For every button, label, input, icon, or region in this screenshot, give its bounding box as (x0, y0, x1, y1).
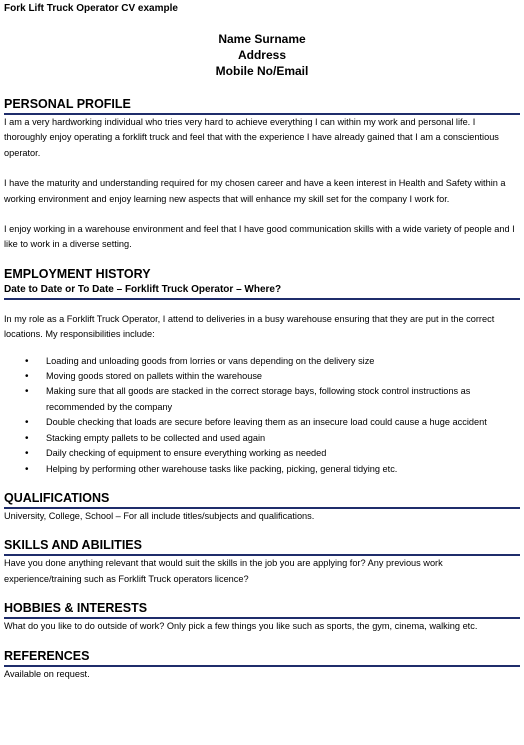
bullet-icon: • (25, 417, 29, 429)
profile-paragraph-1: I am a very hardworking individual who tries very hard to achieve everything I can within my work and personal life. I thoroughly enjoy operating a forklift truck and feel that with the experience I have already gained that I am a conscientious operator. (4, 117, 499, 158)
section-personal-profile (4, 97, 520, 253)
list-item: • Helping by performing other warehouse tasks like packing, picking, general tidying etc. (4, 462, 520, 477)
bullet-icon: • (25, 432, 29, 444)
profile-paragraph-2: I have the maturity and understanding required for my chosen career and have a keen interest in Health and Safety within a working environment and enjoy learning new aspects that will enhance my skill set for the company I work for. (4, 178, 506, 204)
skills-text: Have you done anything relevant that would suit the skills in the job you are applying for? Any previous work experience/training such as Forklift Truck operators licence? (4, 558, 443, 584)
list-item: • Double checking that loads are secure before leaving them as an insecure load could cause a huge accident (4, 415, 520, 430)
section-heading-qualifications: QUALIFICATIONS (4, 491, 520, 509)
bullet-icon: • (25, 448, 29, 460)
section-references (4, 649, 520, 682)
hobbies-text: What do you like to do outside of work? Only pick a few things you like such as sports, the gym, cinema, walking etc. (4, 621, 478, 632)
section-heading-hobbies: HOBBIES & INTERESTS (4, 601, 520, 619)
contact-mobile-email: Mobile No/Email (215, 64, 309, 78)
contact-name: Name Surname (218, 32, 306, 46)
section-employment-history (4, 267, 520, 477)
profile-paragraph-3: I enjoy working in a warehouse environment and feel that I have good communication skills with a wide variety of people and I like to work in a diverse setting. (4, 224, 515, 250)
bullet-icon: • (25, 355, 29, 367)
contact-address: Address (237, 48, 287, 62)
list-item: • Daily checking of equipment to ensure everything working as needed (4, 446, 520, 461)
qualifications-text: University, College, School – For all include titles/subjects and qualifications. (4, 510, 315, 521)
bullet-icon: • (25, 371, 29, 383)
section-skills (4, 538, 520, 587)
employment-intro: In my role as a Forklift Truck Operator, I attend to deliveries in a busy warehouse ensuring that they are put in the correct locations. My responsibilities include: (4, 313, 495, 340)
list-item: • Loading and unloading goods from lorries or vans depending on the delivery size (4, 354, 520, 369)
job-title-line: Date to Date or To Date – Forklift Truck Operator – Where? (4, 282, 520, 300)
responsibilities-list (4, 354, 520, 477)
references-text: Available on request. (4, 668, 90, 679)
list-item: • Stacking empty pallets to be collected and used again (4, 431, 520, 446)
section-heading-references: REFERENCES (4, 649, 520, 667)
section-hobbies (4, 601, 520, 634)
document-title: Fork Lift Truck Operator CV example (4, 3, 178, 14)
list-item: • Making sure that all goods are stacked in the correct storage bays, following stock control instructions as recommended by the company (25, 386, 471, 412)
section-heading-skills: SKILLS AND ABILITIES (4, 538, 520, 556)
bullet-icon: • (25, 463, 29, 475)
list-item: • Moving goods stored on pallets within the warehouse (4, 369, 520, 384)
section-heading-employment-history: EMPLOYMENT HISTORY (4, 266, 151, 281)
section-heading-personal-profile: PERSONAL PROFILE (4, 97, 520, 115)
contact-block (4, 31, 520, 79)
section-qualifications (4, 491, 520, 524)
bullet-icon: • (25, 386, 29, 398)
